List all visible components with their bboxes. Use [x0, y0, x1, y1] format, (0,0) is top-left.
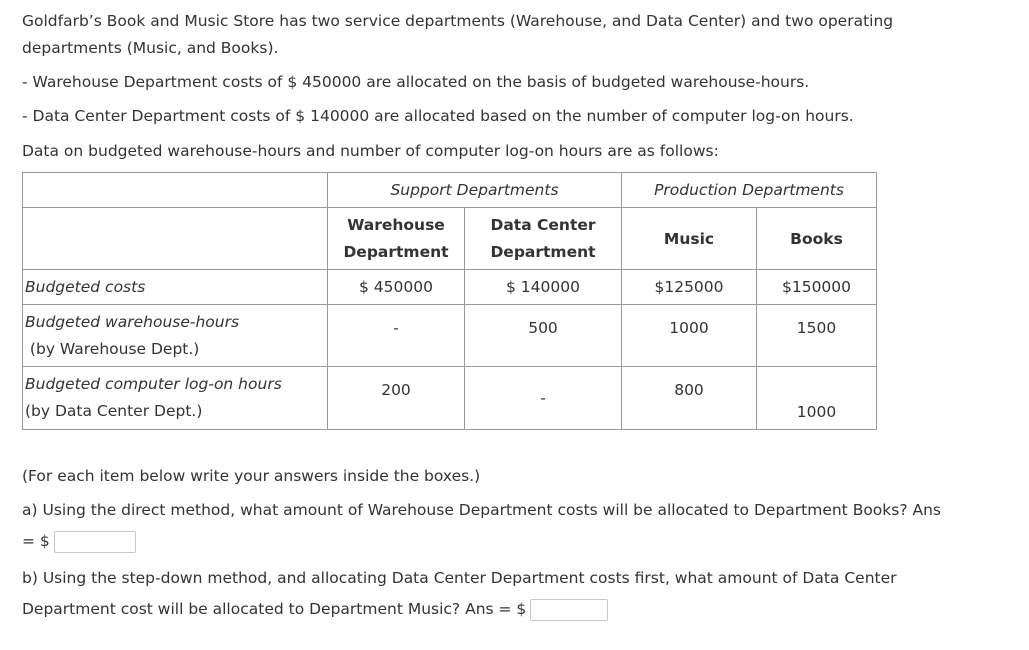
- question-b-text: b) Using the step-down method, and allocating Data Center Department costs first, what amount of Data Center: [22, 569, 897, 587]
- row-label-budgeted-costs: Budgeted costs: [23, 270, 328, 305]
- row-label-logon-hours: Budgeted computer log-on hours (by Data Center Dept.): [23, 367, 328, 430]
- intro-paragraph: Goldfarb’s Book and Music Store has two service departments (Warehouse, and Data Center) and two operating departments (Music, and Books).: [22, 12, 894, 57]
- table-header-columns-row: [23, 208, 877, 270]
- answer-a-input[interactable]: [54, 531, 136, 553]
- question-a-answer-line: [22, 528, 136, 555]
- cell-warehouse-budgeted-costs: $ 450000: [328, 270, 465, 305]
- table-corner-cell: [23, 173, 328, 208]
- cell-music-warehouse-hours: 1000: [622, 305, 757, 367]
- question-a-prefix: = $: [22, 532, 50, 550]
- cell-warehouse-logon-hours: 200: [328, 367, 465, 430]
- cell-music-budgeted-costs: $125000: [622, 270, 757, 305]
- instruction-note: (For each item below write your answers inside the boxes.): [22, 467, 481, 485]
- row-label-warehouse-hours: Budgeted warehouse-hours (by Warehouse Dept.): [23, 305, 328, 367]
- table-row: [23, 305, 877, 367]
- cell-music-logon-hours: 800: [622, 367, 757, 430]
- cell-books-logon-hours: 1000: [757, 367, 877, 430]
- header-production-departments: Production Departments: [622, 173, 877, 208]
- table-row: [23, 270, 877, 305]
- header-datacenter-line1: Data Center: [490, 215, 596, 234]
- question-b-prefix: Department cost will be allocated to Department Music? Ans = $: [22, 600, 527, 618]
- cell-datacenter-warehouse-hours: 500: [465, 305, 622, 367]
- header-music: Music: [622, 208, 757, 270]
- header-support-departments: Support Departments: [328, 173, 622, 208]
- allocation-data-table: [22, 172, 877, 430]
- cell-datacenter-logon-hours: -: [465, 367, 622, 430]
- header-books: Books: [757, 208, 877, 270]
- header-warehouse-line1: Warehouse: [347, 215, 445, 234]
- cell-books-warehouse-hours: 1500: [757, 305, 877, 367]
- bullet-warehouse-costs: - Warehouse Department costs of $ 450000 are allocated on the basis of budgeted warehouse-hours.: [22, 73, 810, 91]
- question-b-answer-line: [22, 596, 608, 623]
- cell-datacenter-budgeted-costs: $ 140000: [465, 270, 622, 305]
- header-warehouse-department: [328, 208, 465, 270]
- table-header-group-row: [23, 173, 877, 208]
- table-lead-text: Data on budgeted warehouse-hours and number of computer log-on hours are as follows:: [22, 142, 719, 160]
- table-header-blank-cell: [23, 208, 328, 270]
- bullet-datacenter-costs: - Data Center Department costs of $ 140000 are allocated based on the number of computer log-on hours.: [22, 107, 854, 125]
- answer-b-input[interactable]: [530, 599, 608, 621]
- cell-books-budgeted-costs: $150000: [757, 270, 877, 305]
- question-a-text: a) Using the direct method, what amount of Warehouse Department costs will be allocated to Department Books? Ans: [22, 501, 941, 519]
- header-warehouse-line2: Department: [343, 242, 449, 261]
- header-datacenter-department: [465, 208, 622, 270]
- header-datacenter-line2: Department: [490, 242, 596, 261]
- cell-warehouse-warehouse-hours: -: [328, 305, 465, 367]
- table-row: [23, 367, 877, 430]
